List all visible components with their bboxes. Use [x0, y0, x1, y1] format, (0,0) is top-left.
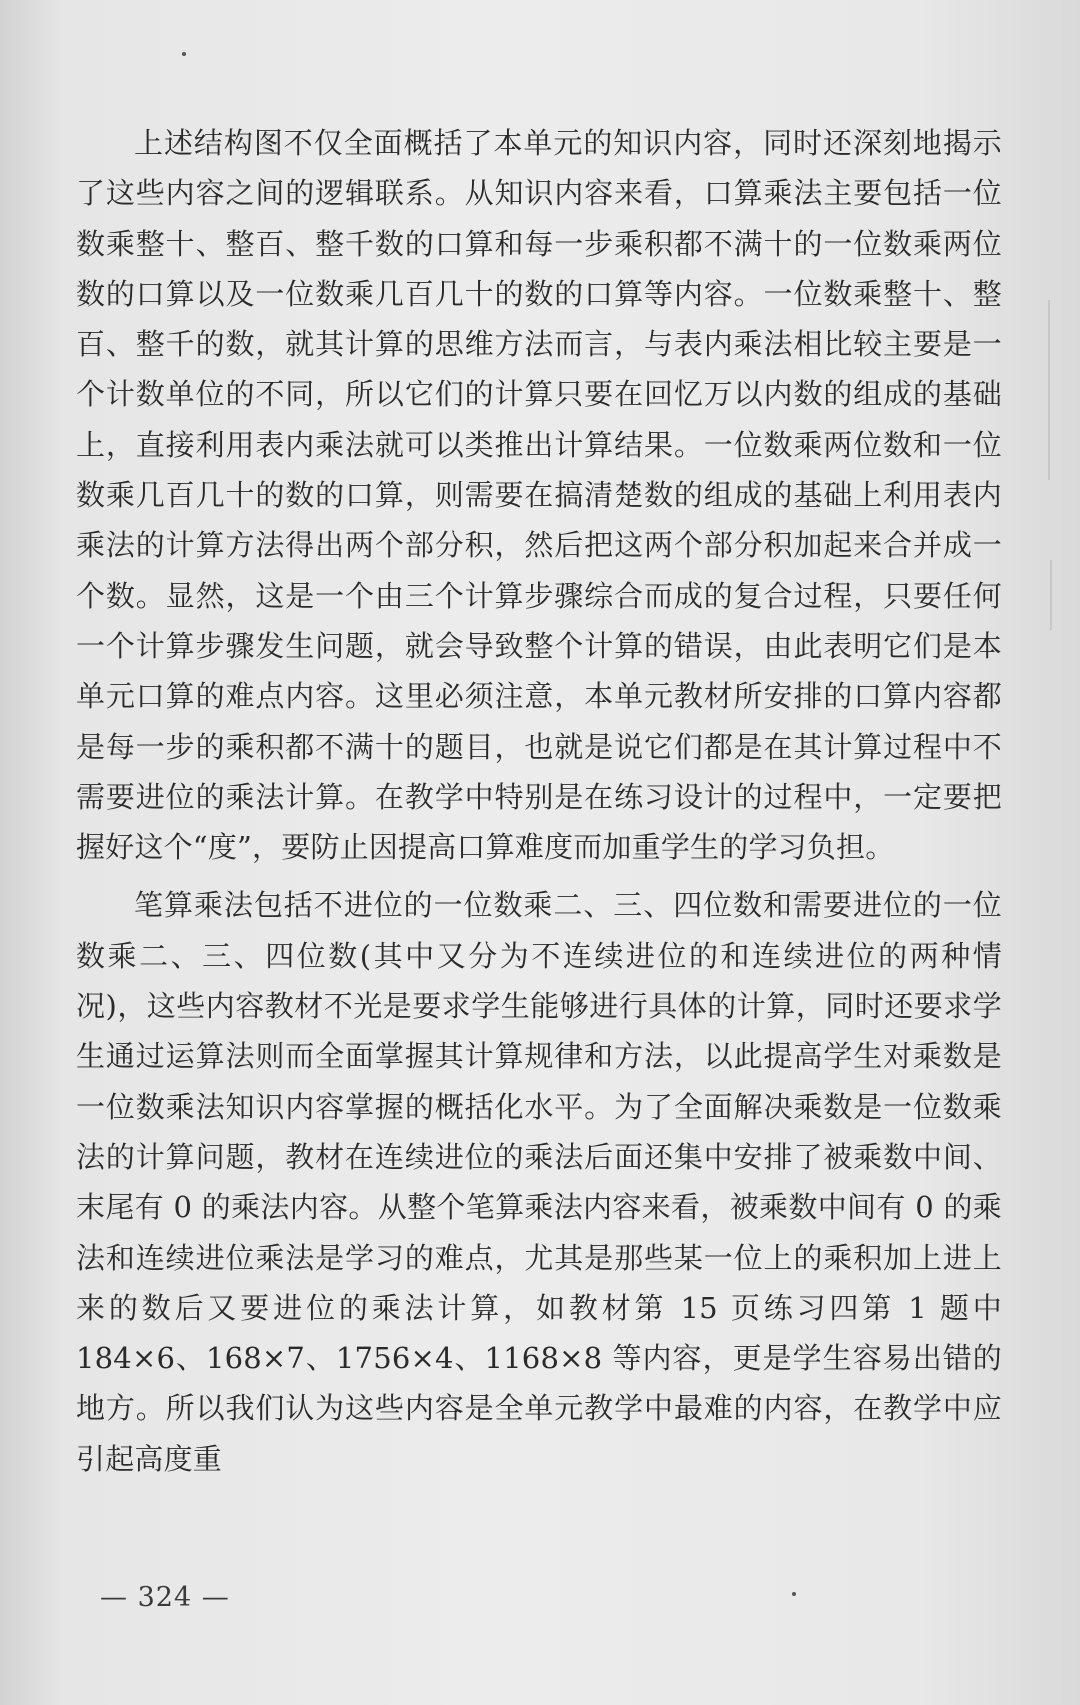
page-number: — 324 —	[100, 1582, 230, 1613]
show-through-line	[1048, 300, 1050, 480]
show-through-line	[1050, 560, 1052, 630]
ink-speck	[792, 1592, 796, 1596]
body-text	[76, 118, 1002, 1484]
paragraph-written-multiplication: 笔算乘法包括不进位的一位数乘二、三、四位数和需要进位的一位数乘二、三、四位数(其中又分为不连续进位的和连续进位的两种情况)，这些内容教材不光是要求学生能够进行具体的计算，同时还要求学生通过运算法则而全面掌握其计算规律和方法，以此提高学生对乘数是一位数乘法知识内容掌握的概括化水平。为了全面解决乘数是一位数乘法的计算问题，教材在连续进位的乘法后面还集中安排了被乘数中间、末尾有 0 的乘法内容。从整个笔算乘法内容来看，被乘数中间有 0 的乘法和连续进位乘法是学习的难点，尤其是那些某一位上的乘积加上进上来的数后又要进位的乘法计算，如教材第 15 页练习四第 1 题中 184×6、168×7、1756×4、1168×8 等内容，更是学生容易出错的地方。所以我们认为这些内容是全单元教学中最难的内容，在教学中应引起高度重	[76, 888, 1002, 1476]
paragraph-oral-multiplication: 上述结构图不仅全面概括了本单元的知识内容，同时还深刻地揭示了这些内容之间的逻辑联系。从知识内容来看，口算乘法主要包括一位数乘整十、整百、整千数的口算和每一步乘积都不满十的一位数乘两位数的口算以及一位数乘几百几十的数的口算等内容。一位数乘整十、整百、整千的数，就其计算的思维方法而言，与表内乘法相比较主要是一个计数单位的不同，所以它们的计算只要在回忆万以内数的组成的基础上，直接利用表内乘法就可以类推出计算结果。一位数乘两位数和一位数乘几百几十的数的口算，则需要在搞清楚数的组成的基础上利用表内乘法的计算方法得出两个部分积，然后把这两个部分积加起来合并成一个数。显然，这是一个由三个计算步骤综合而成的复合过程，只要任何一个计算步骤发生问题，就会导致整个计算的错误，由此表明它们是本单元口算的难点内容。这里必须注意，本单元教材所安排的口算内容都是每一步的乘积都不满十的题目，也就是说它们都是在其计算过程中不需要进位的乘法计算。在教学中特别是在练习设计的过程中，一定要把握好这个“度”，要防止因提高口算难度而加重学生的学习负担。	[76, 126, 1002, 865]
ink-speck	[182, 52, 186, 56]
